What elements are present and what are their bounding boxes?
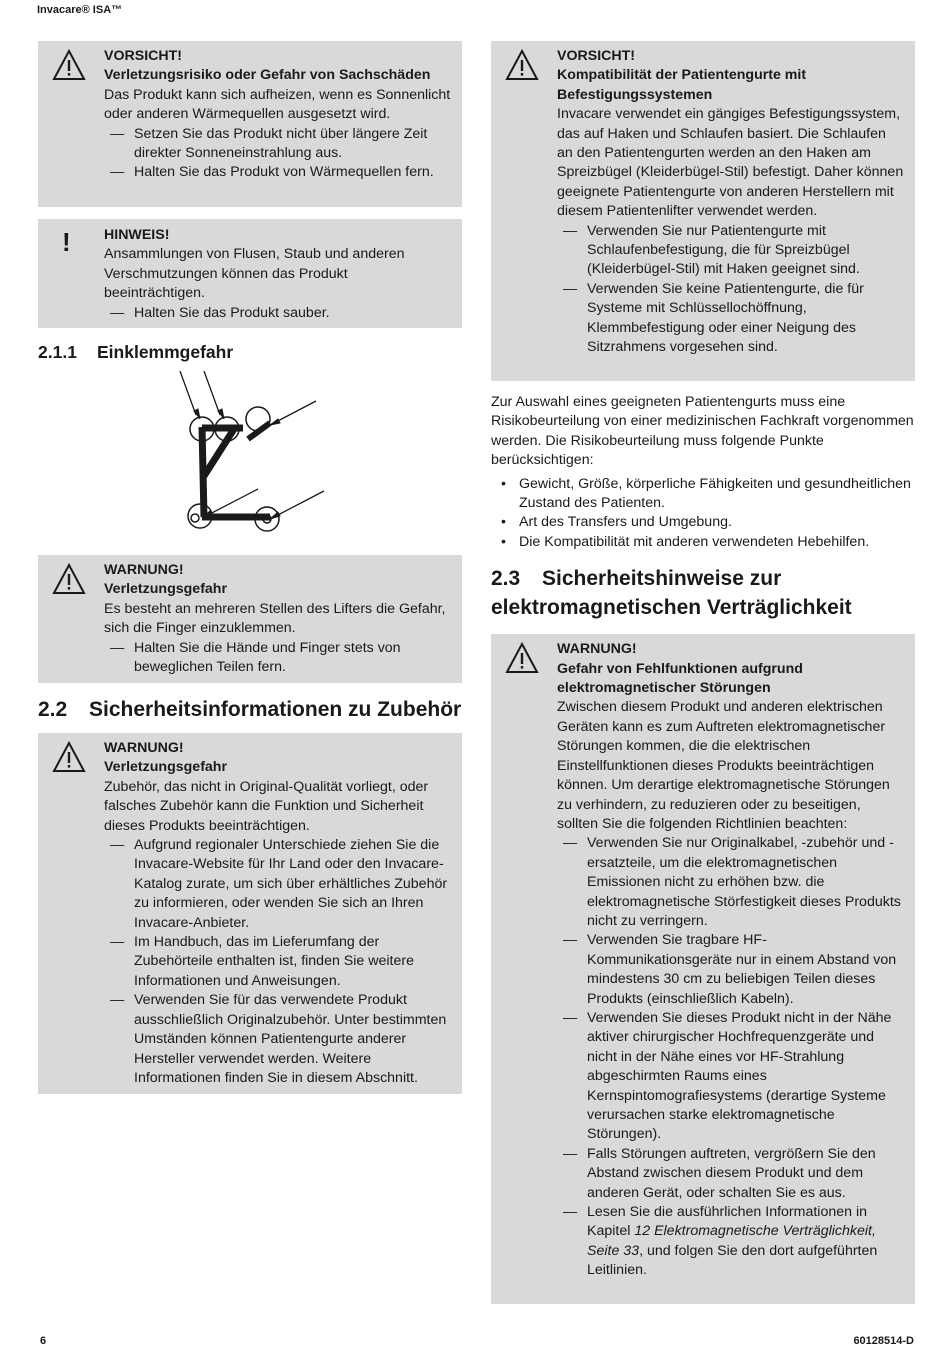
hazard-text: Zwischen diesem Produkt und anderen elektrischen Geräten kann es zum Auftreten elektromagnetischer Störungen kommen, die die elektrischen Einstellfunktionen dieses Produkts beeinträchtigen können. Um derartige elektromagnetische Störungen zu verhindern, zu reduzieren oder zu beseitigen, sollten Sie die folgenden Richtlinien beachten: [557, 699, 890, 832]
warning-triangle-icon [52, 563, 86, 595]
caution-box-slings [491, 41, 915, 381]
warning-triangle-icon [505, 642, 539, 674]
instruction-item: — Verwenden Sie nur Originalkabel, -zubehör und -ersatzteile, um die elektromagnetischen Emissionen nicht zu erhöhen bzw. die elektromagnetische Störfestigkeit dieses Produkts nicht zu verringern. [557, 834, 905, 931]
section-title: Einklemmgefahr [97, 342, 234, 362]
hazard-headline: Verletzungsgefahr [104, 759, 227, 776]
section-number: 2.2 [38, 698, 68, 721]
instruction-list [104, 639, 452, 678]
pinch-points-figure [38, 371, 462, 541]
section-title-line1: Sicherheitshinweise zur [542, 567, 782, 591]
hazard-headline: Kompatibilität der Patientengurte mit Befestigungssystemen [557, 67, 807, 103]
section-number: 2.3 [491, 567, 521, 591]
instruction-list [557, 222, 905, 358]
risk-assessment-list [491, 475, 915, 553]
hazard-headline: Gefahr von Fehlfunktionen aufgrund elektromagnetischer Störungen [557, 660, 803, 697]
warning-triangle-icon [52, 49, 86, 81]
warning-box-accessories [38, 733, 462, 1094]
instruction-item: — Halten Sie die Hände und Finger stets von beweglichen Teilen fern. [104, 639, 452, 678]
hazard-text: Es besteht an mehreren Stellen des Lifters die Gefahr, sich die Finger einzuklemmen. [104, 600, 446, 637]
instruction-list [104, 836, 452, 1088]
instruction-item: — Verwenden Sie dieses Produkt nicht in der Nähe aktiver chirurgischer Hochfrequenzgeräte und nicht in der Nähe eines vor HF-Strahlung abgeschirmten Raums eines Kernspintomografiesystems (derartige Systeme verursachen starke elektromagnetische Störungen). [557, 1009, 905, 1145]
hazard-text: Invacare verwendet ein gängiges Befestigungssystem, das auf Haken und Schlaufen basiert. Die Schlaufen an den Patientengurten werden an den Haken am Spreizbügel (Kleiderbügel-Stil) befestigt. Daher können geeignete Patientengurte von anderen Herstellern mit diesem Patientenlifter verwendet werden. [557, 106, 904, 220]
notice-text: Ansammlungen von Flusen, Staub und anderen Verschmutzungen können das Produkt beeinträchtigen. [104, 246, 405, 302]
signal-word: WARNUNG! [557, 641, 637, 658]
section-title-line2: elektromagnetischen Verträglichkeit [491, 596, 852, 620]
instruction-item: — Im Handbuch, das im Lieferumfang der Zubehörteile enthalten ist, finden Sie weitere Informationen und Anweisungen. [104, 933, 452, 991]
page-number: 6 [40, 1335, 47, 1347]
exclamation-icon: ! [62, 227, 71, 257]
warning-triangle-icon [505, 49, 539, 81]
notice-box-dirt [38, 219, 462, 328]
section-heading-2-3 [491, 564, 915, 622]
instruction-item: — Verwenden Sie für das verwendete Produkt ausschließlich Originalzubehör. Unter bestimmten Umständen können Patientengurte anderer Hersteller verwendet werden. Weitere Informationen finden Sie in diesem Abschnitt. [104, 991, 452, 1088]
instruction-item: — Setzen Sie das Produkt nicht über längere Zeit direkter Sonneneinstrahlung aus. [104, 125, 452, 164]
left-column [38, 41, 462, 1094]
instruction-item: — Falls Störungen auftreten, vergrößern Sie den Abstand zwischen diesem Produkt und dem anderen Gerät, oder schalten Sie es aus. [557, 1145, 905, 1203]
bullet-item: • Gewicht, Größe, körperliche Fähigkeiten und gesundheitlichen Zustand des Patienten. [491, 475, 915, 514]
instruction-item: — Halten Sie das Produkt von Wärmequellen fern. [104, 163, 452, 182]
signal-word: WARNUNG! [104, 562, 184, 578]
instruction-item-reference [557, 1203, 905, 1281]
hazard-headline: Verletzungsrisiko oder Gefahr von Sachschäden [104, 67, 431, 84]
section-heading-2-1-1 [38, 342, 462, 363]
reference-post-text: , und folgen Sie den dort aufgeführten Leitlinien. [587, 1242, 878, 1279]
instruction-list [557, 834, 905, 1280]
instruction-list [104, 304, 452, 323]
section-heading-2-2 [38, 695, 462, 724]
hazard-text: Das Produkt kann sich aufheizen, wenn es Sonnenlicht oder anderen Wärmequellen ausgesetzt wird. [104, 86, 451, 123]
instruction-item: — Verwenden Sie nur Patientengurte mit Schlaufenbefestigung, die für Spreizbügel (Kleiderbügel-Stil) mit Haken geeignet sind. [557, 222, 905, 280]
hazard-headline: Verletzungsgefahr [104, 581, 227, 598]
section-title: Sicherheitsinformationen zu Zubehör [89, 698, 462, 721]
pinch-points-diagram [38, 371, 462, 541]
reference-pre-text: Lesen Sie die ausführlichen Informationen in Kapitel [587, 1204, 867, 1240]
risk-assessment-intro: Zur Auswahl eines geeigneten Patientengurts muss eine Risikobeurteilung von einer medizinischen Fachkraft vorgenommen werden. Die Risikobeurteilung muss folgende Punkte berücksichtigen: [491, 394, 914, 469]
warning-triangle-icon [52, 741, 86, 773]
instruction-item: — Verwenden Sie keine Patientengurte, die für Systeme mit Schlüssellochöffnung, Klemmbefestigung oder einer Neigung des Sitzrahmens vorgesehen sind. [557, 280, 905, 358]
signal-word: VORSICHT! [104, 48, 183, 64]
section-number: 2.1.1 [38, 342, 77, 362]
instruction-item: — Halten Sie das Produkt sauber. [104, 304, 452, 323]
instruction-list [104, 125, 452, 183]
signal-word: HINWEIS! [104, 227, 170, 243]
right-column [491, 41, 915, 1304]
caution-box-heat [38, 41, 462, 207]
signal-word: WARNUNG! [104, 740, 184, 756]
hazard-text: Zubehör, das nicht in Original-Qualität vorliegt, oder falsches Zubehör kann die Funktion und Sicherheit dieses Produkts beeinträchtigen. [104, 778, 429, 834]
document-header: Invacare® ISA™ [37, 4, 123, 16]
chapter-reference-link[interactable]: 12 Elektromagnetische Verträglichkeit, Seite 33 [587, 1223, 876, 1259]
document-id: 60128514-D [853, 1335, 914, 1347]
bullet-item: • Die Kompatibilität mit anderen verwendeten Hebehilfen. [491, 533, 915, 552]
warning-box-emc [491, 634, 915, 1304]
instruction-item: — Aufgrund regionaler Unterschiede ziehen Sie die Invacare-Website für Ihr Land oder den Invacare-Katalog zurate, um sich über erhältliches Zubehör zu informieren, oder wenden Sie sich an Ihren Invacare-Anbieter. [104, 836, 452, 933]
warning-box-pinch [38, 555, 462, 683]
bullet-item: • Art des Transfers und Umgebung. [491, 513, 915, 532]
signal-word: VORSICHT! [557, 48, 636, 64]
instruction-item: — Verwenden Sie tragbare HF-Kommunikationsgeräte nur in einem Abstand von mindestens 30 cm zu beliebigen Teilen dieses Produkts (einschließlich Kabeln). [557, 931, 905, 1009]
